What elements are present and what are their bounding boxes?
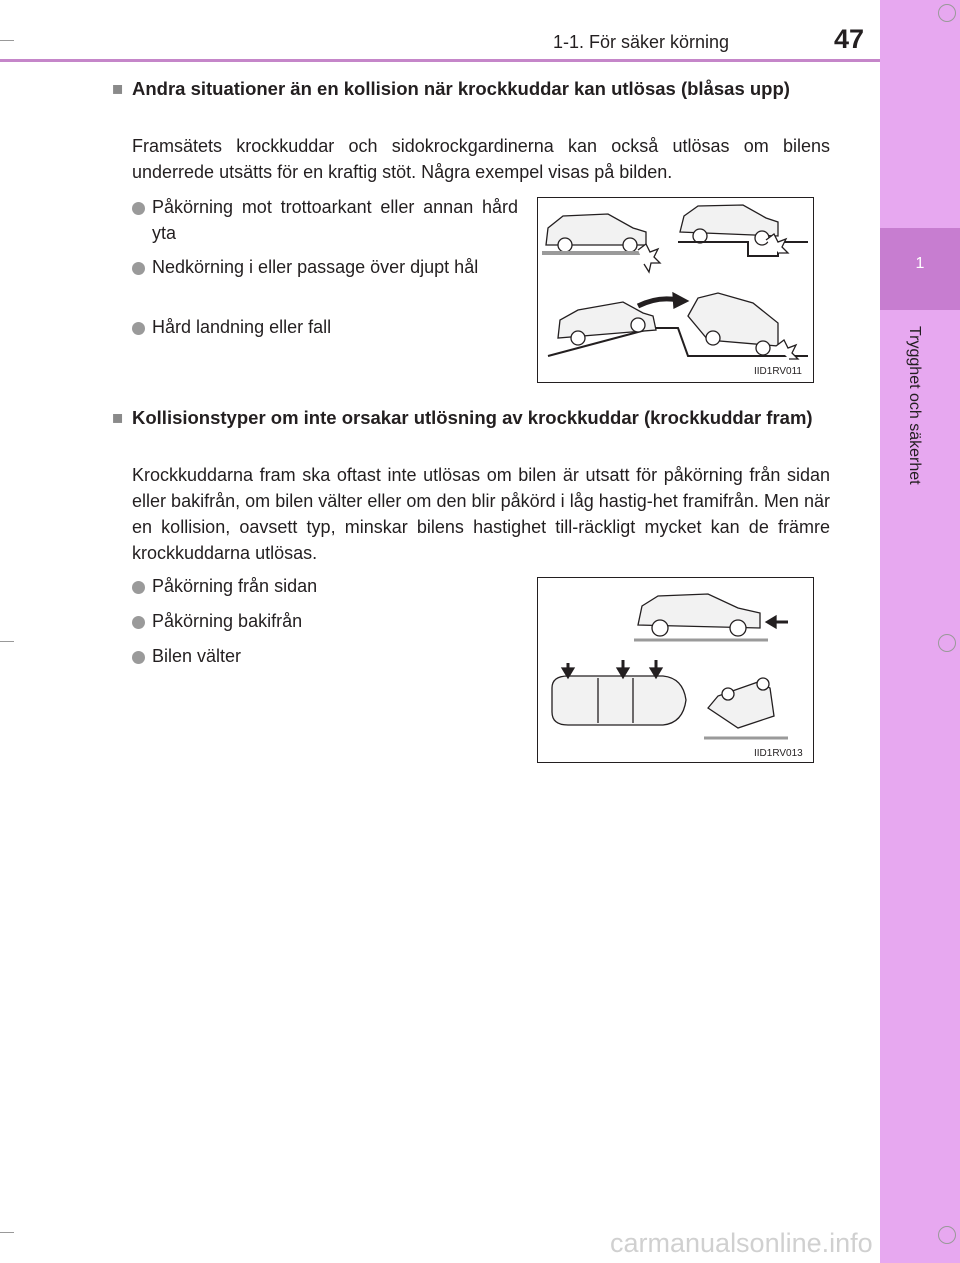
list-item-text: Nedkörning i eller passage över djupt hål — [152, 257, 479, 277]
heading-text: Andra situationer än en kollision när krockkuddar kan utlösas (blåsas upp) — [132, 78, 790, 99]
list-item-text: Bilen välter — [152, 646, 242, 666]
section-heading — [112, 76, 830, 102]
list-item-text: Hård landning eller fall — [152, 317, 332, 337]
figure-no-deploy — [537, 577, 814, 763]
page-number: 47 — [834, 24, 865, 54]
list-item — [132, 608, 492, 634]
list-item — [132, 254, 518, 280]
list-item — [132, 314, 518, 340]
chapter-title-text: Trygghet och säkerhet — [906, 326, 923, 485]
registration-mark — [938, 1226, 956, 1244]
list-item-text: Påkörning från sidan — [152, 576, 318, 596]
heading-square-icon: ■ — [112, 407, 124, 428]
bullet-icon — [132, 262, 145, 275]
figure-code: IID1RV011 — [754, 366, 802, 377]
watermark: carmanualsonline.info — [610, 1228, 873, 1258]
crop-mark — [0, 40, 14, 41]
list-item-text: Påkörning bakifrån — [152, 611, 303, 631]
section-title: 1-1. För säker körning — [553, 32, 730, 52]
list-item — [132, 643, 492, 669]
bullet-icon — [132, 581, 145, 594]
section-heading — [112, 405, 830, 431]
bullet-icon — [132, 616, 145, 629]
figure-code: IID1RV013 — [754, 748, 803, 759]
bullet-icon — [132, 322, 145, 335]
chapter-title — [903, 326, 929, 526]
heading-square-icon: ■ — [112, 78, 124, 99]
registration-mark — [938, 634, 956, 652]
figure-illustration — [538, 198, 813, 382]
list-item-text: Påkörning mot trottoarkant eller annan hård yta — [152, 197, 518, 243]
header-rule — [0, 59, 880, 62]
figure-illustration — [538, 578, 813, 762]
chapter-side-tab — [880, 0, 960, 1263]
registration-mark — [938, 4, 956, 22]
crop-mark — [0, 641, 14, 642]
section-paragraph: Framsätets krockkuddar och sidokrockgardinerna kan också utlösas om bilens underrede utsätts för en kraftig stöt. Några exempel visas på bilden. — [132, 136, 830, 182]
crop-mark — [0, 1232, 14, 1233]
section-paragraph: Krockkuddarna fram ska oftast inte utlösas om bilen är utsatt för påkörning från sidan eller bakifrån, om bilen välter eller om den blir påkörd i låg hastig-het framifrån. Men när en kollision, oavsett typ, minskar bilens hastighet till-räckligt mycket kan de främre krockkuddarna utlösas. — [132, 465, 830, 563]
chapter-number: 1 — [915, 255, 925, 272]
list-item — [132, 194, 518, 246]
bullet-icon — [132, 202, 145, 215]
list-item — [132, 573, 492, 599]
figure-impact-underbody — [537, 197, 814, 383]
heading-text: Kollisionstyper om inte orsakar utlösning av krockkuddar (krockkuddar fram) — [132, 407, 813, 428]
bullet-icon — [132, 651, 145, 664]
